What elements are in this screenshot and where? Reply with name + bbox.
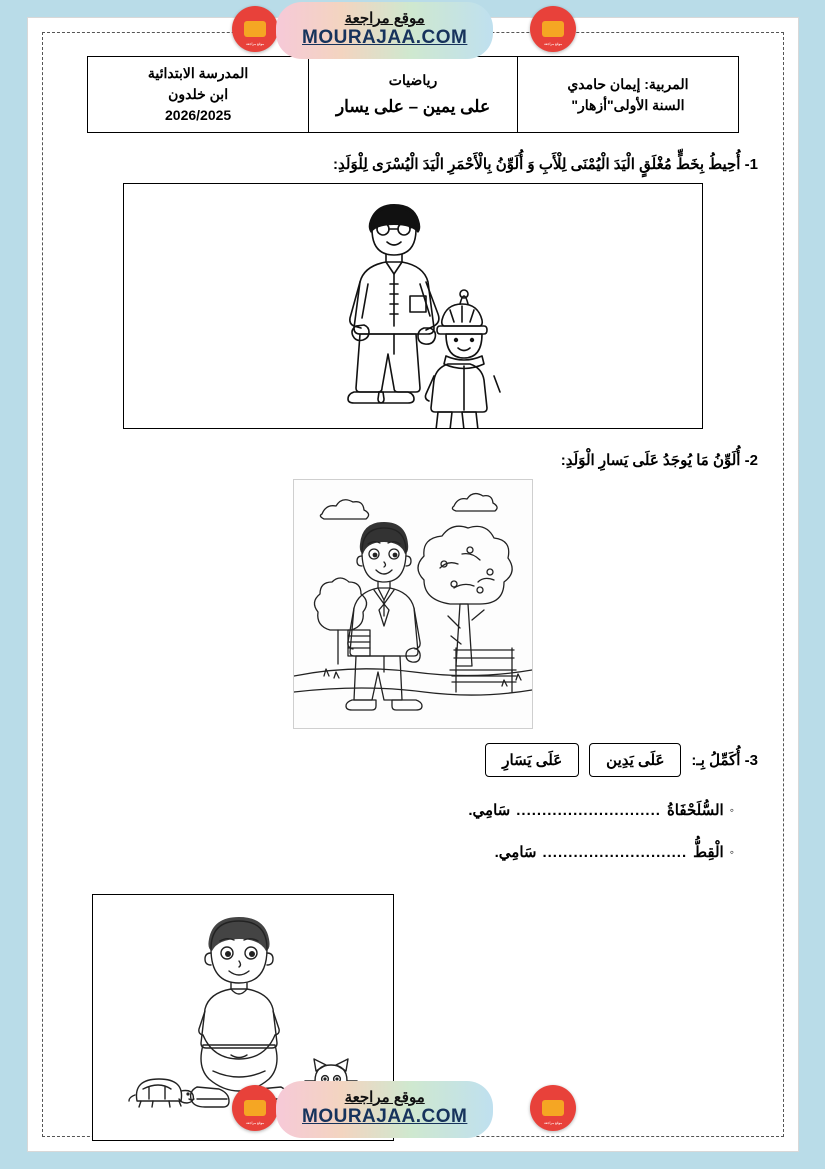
logo-caption: موقع مراجعة — [543, 42, 563, 46]
exercise-3-text: أُكَمِّلُ بِـ: — [691, 752, 741, 769]
father-and-child-illustration — [124, 184, 702, 428]
exercise-2-number: 2- — [744, 452, 758, 469]
subject-name: رياضيات — [388, 71, 438, 88]
word-chip-left[interactable]: عَلَى يَسَارِ — [485, 743, 579, 777]
logo-caption: موقع مراجعة — [543, 1121, 563, 1125]
class-name: السنة الأولى"أزهار" — [571, 96, 685, 113]
table-row — [88, 57, 739, 133]
blank-subject-1: السُّلَحْفَاةُ — [666, 802, 724, 819]
school-name: ابن خلدون — [168, 86, 229, 102]
school-year: 2026/2025 — [165, 107, 232, 123]
page-content — [62, 48, 764, 1121]
exercise-3-label — [691, 751, 758, 769]
watermark-logo-left-top — [232, 6, 278, 52]
exercise-1-title — [68, 155, 758, 173]
exercise-2-image-box — [293, 479, 533, 729]
logo-inner-shape — [542, 21, 564, 37]
header-cell-subject — [309, 57, 518, 133]
boy-and-tree-illustration — [294, 480, 532, 728]
teacher-name: المربية: إيمان حامدي — [567, 75, 689, 92]
lesson-title: على يمين – على يسار — [335, 96, 491, 116]
fill-blank-row-2[interactable] — [495, 843, 734, 861]
blank-dots-2[interactable]: ............................ — [542, 843, 688, 861]
exercise-1-image-box — [123, 183, 703, 429]
blank-dots-1[interactable]: ............................ — [516, 801, 661, 819]
worksheet-page — [28, 18, 798, 1151]
mourajaa-logo-icon — [530, 6, 576, 52]
logo-inner-shape — [244, 21, 266, 37]
logo-caption: موقع مراجعة — [245, 42, 265, 46]
logo-inner-shape — [244, 1100, 266, 1116]
bullet-icon-2: ◦ — [729, 845, 734, 859]
watermark-pill-body-top — [276, 2, 493, 59]
blank-subject-2: الْقِطُّ — [693, 844, 724, 861]
exercise-2-title — [68, 451, 758, 469]
bullet-icon-1: ◦ — [729, 803, 734, 817]
mourajaa-logo-icon — [232, 6, 278, 52]
exercise-1-text: أُحِيطُ بِخَطٍّ مُغْلَقٍ الْيَدَ الْيُمْنَى لِلْأَبِ وَ أُلَوِّنُ بِالْأَحْمَرِ الْيَدَ الْيُسْرَى لِلْوَلَدِ: — [333, 156, 741, 173]
watermark-pill-top — [276, 2, 493, 59]
logo-inner-shape — [542, 1100, 564, 1116]
logo-caption: موقع مراجعة — [245, 1121, 265, 1125]
watermark-logo-left-bottom — [232, 1085, 278, 1131]
watermark-top-text-2: موقع مراجعة — [344, 1089, 425, 1106]
mourajaa-logo-icon — [530, 1085, 576, 1131]
exercise-1-number: 1- — [744, 156, 758, 173]
school-type: المدرسة الابتدائية — [147, 65, 249, 81]
header-cell-teacher — [517, 57, 738, 133]
mourajaa-logo-icon — [232, 1085, 278, 1131]
exercise-3-number: 3- — [744, 752, 758, 769]
exercise-3-header — [485, 743, 758, 777]
header-table — [87, 56, 739, 133]
blank-end-2: سَامِي. — [494, 844, 537, 861]
blank-end-1: سَامِي. — [468, 802, 511, 819]
watermark-pill-bottom — [276, 1081, 493, 1138]
word-chip-right[interactable]: عَلَى يَدِين — [589, 743, 681, 777]
watermark-logo-right-bottom — [530, 1085, 576, 1131]
header-cell-school — [88, 57, 309, 133]
watermark-top-text-1: موقع مراجعة — [344, 10, 425, 27]
watermark-bottom-text-1: MOURAJAA.COM — [302, 27, 468, 49]
fill-blank-row-1[interactable] — [468, 801, 734, 819]
exercise-2-text: أُلَوِّنُ مَا يُوجَدُ عَلَى يَسارِ الْوَلَدِ: — [560, 452, 741, 469]
watermark-logo-right-top — [530, 6, 576, 52]
watermark-bottom-text-2: MOURAJAA.COM — [302, 1106, 468, 1128]
watermark-pill-body-bottom — [276, 1081, 493, 1138]
